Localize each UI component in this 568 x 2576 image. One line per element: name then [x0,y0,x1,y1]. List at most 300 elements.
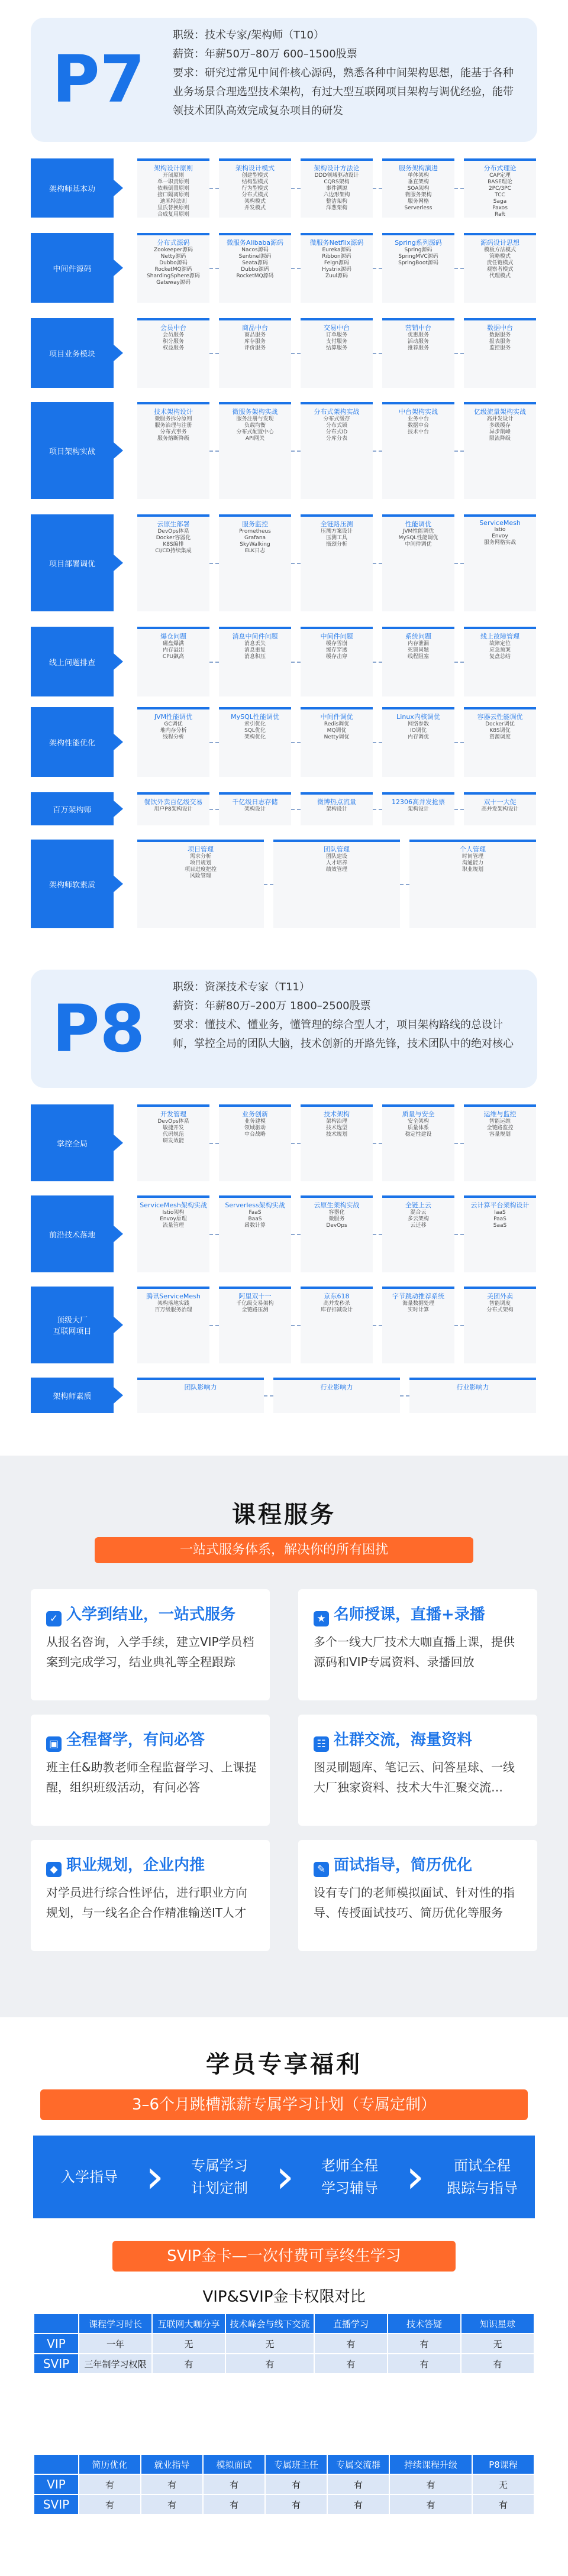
topic-item: 积分服务 [162,339,184,345]
topic-item: 代理模式 [489,273,511,279]
table-header: 直播学习 [314,2313,388,2334]
topic-card [301,233,373,303]
topic-item: 观察者模式 [486,267,514,273]
topic-title: 全链上云 [405,1201,431,1209]
table-row-header: SVIP [34,2494,79,2515]
connector-line [291,188,301,189]
table-header: 简历优化 [79,2454,141,2474]
topic-item: Eureka源码 [322,247,351,253]
row-label: 项目架构实战 [31,402,114,499]
topic-item: SpringMVC源码 [398,254,438,260]
table-header [34,2454,79,2474]
connector-line [454,563,464,564]
topic-item: SOA架构 [407,186,430,192]
topic-title: 消息中间件问题 [232,633,278,640]
topic-card [464,792,536,825]
topic-item: 索引优化 [244,721,266,727]
roadmap-row [31,233,537,303]
topic-item: 中间件调优 [405,542,432,547]
topic-item: 架构设计 [407,806,429,812]
topic-item: RocketMQ源码 [154,267,192,273]
topic-card [137,318,209,388]
connector-line [373,809,382,810]
topic-card [219,402,291,499]
connector-line [373,1325,382,1326]
connector-line [400,1395,409,1396]
topic-item: 容量规划 [489,1132,511,1138]
topic-item: 模板方法模式 [483,247,516,253]
topic-card [219,627,291,696]
service-title [314,1602,485,1626]
topic-title: 微服务Netflix源码 [309,239,364,247]
topic-item: 迪米特法则 [160,199,187,205]
connector-line [291,451,301,452]
topic-card [137,627,209,696]
table-cell: 有 [472,2494,534,2515]
service-card [298,1840,537,1951]
service-description: 图灵刷题库、笔记云、问答星球、一线大厂独家资料、技术大牛汇聚交流… [314,1760,515,1794]
topic-item: 内存泄漏 [407,641,429,647]
topic-item: 推荐服务 [407,345,429,351]
table-cell: 有 [152,2354,225,2374]
topic-item: 结构型模式 [241,179,269,185]
topic-item: Docker容器化 [156,535,191,541]
topic-title: 中间件调优 [320,713,353,721]
topic-card [219,1287,291,1363]
topic-item: Sentinel源码 [238,254,272,260]
topic-item: Nacos源码 [241,247,269,253]
topic-item: 服务治理与注册 [154,423,192,429]
topic-card [219,1104,291,1181]
topic-card [382,627,454,696]
connector-line [209,742,219,743]
p7-card [31,18,537,142]
topic-item: 用户P8架构设计 [154,806,193,812]
shield-icon: ✓ [46,1611,62,1626]
topic-item: 架构设计 [244,806,266,812]
service-title [46,1728,205,1752]
step-interview: 面试全程 跟踪与指导 [447,2157,518,2196]
topic-title: 源码设计思想 [480,239,519,247]
topic-title: Spring系列源码 [395,239,442,247]
topic-title: 交易中台 [324,324,350,332]
topic-item: 服务网格实战 [483,540,516,546]
topic-card [137,1195,209,1272]
topic-item: SQL优化 [244,728,266,734]
connector-line [264,884,273,885]
p8-info [173,978,519,1054]
connector-line [209,563,219,564]
table-cell: 有 [79,2494,141,2515]
topic-card [137,840,264,928]
connector-line [373,742,382,743]
table-cell: 无 [472,2474,534,2494]
service-title [46,1853,205,1877]
topic-card [219,158,291,218]
connector-line [373,563,382,564]
topic-item: 分布式事务 [160,429,187,435]
topic-item: Envoy原理 [160,1216,187,1222]
topic-title: 项目管理 [188,845,214,853]
topic-card [219,318,291,388]
benefits-subtitle: 3–6个月跳槽涨薪专属学习计划（专属定制） [40,2089,528,2120]
topic-item: Paxos [492,205,508,211]
topic-item: 库存服务 [244,339,266,345]
roadmap-row [31,158,537,218]
table-row [34,2354,534,2374]
topic-item: MQ调优 [327,728,347,734]
topic-title: 服务监控 [242,520,268,528]
topic-item: Raft [494,212,506,218]
table-cell: 有 [461,2354,534,2374]
connector-line [373,1234,382,1235]
topic-item: 开闭原则 [162,173,184,179]
table-header: 专属交流群 [327,2454,389,2474]
topic-card [464,402,536,499]
topic-title: Serverless架构实战 [225,1201,285,1209]
topic-item: 缓存穿透 [325,647,347,653]
table-row-header: VIP [34,2334,79,2354]
topic-item: 多云架构 [407,1216,429,1222]
table-header: 技术峰会与线下交流 [225,2313,314,2334]
topic-card [382,318,454,388]
topic-item: 限流降级 [489,436,511,442]
connector-line [209,188,219,189]
service-title-text: 面试指导，简历优化 [334,1856,473,1874]
topic-card [137,1287,209,1363]
connector-line [291,662,301,663]
topic-item: 云迁移 [410,1223,427,1229]
service-card [31,1840,270,1951]
topic-item: 业务建模 [244,1119,266,1125]
topic-item: 2PC/3PC [489,186,511,192]
interview-icon: ✎ [314,1862,329,1877]
topic-item: 商品服务 [244,332,266,338]
topic-card [137,233,209,303]
topic-item: 死锁问题 [407,647,429,653]
topic-item: 创建型模式 [241,173,269,179]
topic-item: 库存扣减设计 [320,1307,353,1313]
topic-item: 结算服务 [325,345,347,351]
topic-item: Dubbo源码 [159,260,188,266]
topic-card [382,402,454,499]
service-title-text: 社群交流，海量资料 [334,1731,473,1749]
table-cell: 有 [203,2474,265,2494]
topic-item: 架构治理 [325,1119,347,1125]
topic-item: 微服务 [328,1216,345,1222]
topic-item: 时间管理 [462,854,483,860]
topic-title: 字节跳动推荐系统 [392,1292,444,1300]
table-cell: 有 [327,2474,389,2494]
row-label: 顶级大厂 互联网项目 [31,1287,114,1363]
topic-item: 复盘总结 [489,654,511,660]
topic-item: API网关 [245,436,265,442]
row-label: 架构师素质 [31,1378,114,1413]
topic-item: 海量数据处理 [402,1301,434,1307]
topic-item: Istio [494,527,506,533]
topic-item: Prometheus [239,529,271,534]
roadmap-row [31,1195,537,1272]
topic-item: Dubbo源码 [241,267,269,273]
topic-item: DevOps体系 [157,529,189,534]
topic-item: 资源调度 [489,734,511,740]
topic-item: 混合云 [410,1210,427,1216]
topic-item: 微服务架构 [405,192,432,198]
topic-item: K8S编排 [163,542,184,547]
topic-item: 安全架构 [407,1119,429,1125]
topic-item: 代码规范 [162,1132,184,1138]
step-plan: 专属学习 计划定制 [191,2157,248,2196]
topic-card [219,792,291,825]
topic-item: 服务熔断降级 [157,436,189,442]
community-icon: ☷ [314,1736,329,1752]
topic-title: 线上故障管理 [480,633,519,640]
roadmap-row [31,402,537,499]
svip-comparison-table-2 [33,2454,535,2515]
service-card [31,1715,270,1826]
topic-item: Grafana [244,535,266,541]
table-cell: 有 [314,2334,388,2354]
topic-item: CQRS架构 [324,179,350,185]
service-title-text: 全程督学，有问必答 [66,1731,205,1749]
topic-item: 订单服务 [325,332,347,338]
topic-card [464,1195,536,1272]
connector-line [209,662,219,663]
topic-item: 线程阻塞 [407,654,429,660]
topic-item: 并发模式 [244,205,266,211]
table-cell: 一年 [79,2334,152,2354]
topic-item: Saga [493,199,507,205]
table-cell: 有 [388,2354,461,2374]
service-card [31,1589,270,1700]
topic-item: 消息重复 [244,647,266,653]
topic-title: 架构设计方法论 [314,164,360,172]
topic-card [301,707,373,777]
topic-item: 高并发设计 [486,416,514,422]
topic-item: 里氏替换原则 [157,205,189,211]
topic-item: ELK日志 [244,548,266,554]
topic-item: 活动服务 [407,339,429,345]
topic-item: 流量管理 [162,1223,184,1229]
chevron-right-icon: › [276,2150,295,2204]
topic-item: 数据中台 [407,423,429,429]
topic-card [301,627,373,696]
topic-item: JVM性能调优 [402,529,434,534]
topic-item: 缓存击穿 [325,654,347,660]
connector-line [209,451,219,452]
topic-item: 项目规划 [189,860,211,866]
topic-card [464,318,536,388]
topic-title: 系统问题 [405,633,431,640]
table-cell: 有 [225,2354,314,2374]
table-header: 就业指导 [141,2454,203,2474]
service-description: 班主任&助教老师全程监督学习、上课提醒，组织班级活动，有问必答 [46,1760,257,1794]
topic-title: 中间件问题 [320,633,353,640]
topic-item: 业务中台 [407,416,429,422]
connector-line [400,884,409,885]
topic-item: Redis调优 [324,721,350,727]
topic-item: BASE理论 [488,179,512,185]
services-subtitle: 一站式服务体系，解决你的所有困扰 [95,1537,473,1563]
topic-item: 数据服务 [489,332,511,338]
topic-title: ServiceMesh [479,519,521,527]
topic-item: 职业规划 [462,867,483,873]
topic-item: 稳定性建设 [405,1132,432,1138]
topic-item: 百万级服务治理 [154,1307,192,1313]
topic-item: 中台战略 [244,1132,266,1138]
chevron-right-icon: › [406,2150,425,2204]
topic-card [409,1378,536,1413]
connector-line [209,268,219,269]
service-description: 从报名咨询，入学手续，建立VIP学员档案到完成学习，结业典礼等全程跟踪 [46,1635,254,1669]
topic-item: FaaS [248,1210,262,1216]
topic-item: 需求分析 [189,854,211,860]
table-row-header: VIP [34,2474,79,2494]
topic-item: 微服务拆分原则 [154,416,192,422]
topic-item: 单体架构 [407,173,429,179]
table-row-header: SVIP [34,2354,79,2374]
service-title-text: 职业规划，企业内推 [66,1856,205,1874]
topic-card [301,1287,373,1363]
table-header: 专属班主任 [265,2454,327,2474]
table-header: P8课程 [472,2454,534,2474]
topic-item: 项目进度把控 [184,867,217,873]
connector-line [454,809,464,810]
row-label: 项目业务模块 [31,318,114,388]
connector-line [291,1143,301,1144]
table-cell: 有 [388,2334,461,2354]
p7-role: 职级：技术专家/架构师（T10） [173,29,324,41]
topic-title: ServiceMesh架构实战 [140,1201,207,1209]
service-title-text: 入学到结业，一站式服务 [66,1606,236,1624]
table-cell: 有 [265,2474,327,2494]
roadmap-row [31,1287,537,1363]
topic-card [137,1378,264,1413]
topic-item: CI/CD持续集成 [155,548,192,554]
services-section [0,1456,568,2017]
service-description: 多个一线大厂技术大咖直播上课，提供源码和VIP专属资料、录播回放 [314,1635,515,1669]
topic-card [301,1104,373,1181]
topic-item: 架构优化 [244,734,266,740]
topic-item: 风险管理 [189,873,211,879]
topic-item: TCC [495,192,505,198]
roadmap-row [31,1378,537,1413]
topic-item: Netty源码 [160,254,186,260]
topic-card [464,233,536,303]
topic-item: 领域驱动 [244,1125,266,1131]
topic-title: 爆仓问题 [160,633,186,640]
topic-item: DevOps体系 [157,1119,189,1125]
connector-line [291,809,301,810]
topic-title: 运维与监控 [483,1110,517,1118]
row-label: 架构师基本功 [31,158,114,218]
topic-item: 分布式ID [325,429,348,435]
arrow-right-icon [114,442,123,459]
topic-item: 团队建设 [325,854,347,860]
topic-card [382,1287,454,1363]
service-title [314,1853,472,1877]
p8-card [31,970,537,1088]
connector-line [454,662,464,663]
table-header: 技术答疑 [388,2313,461,2334]
connector-line [454,1325,464,1326]
topic-item: 容器化 [328,1210,345,1216]
topic-item: 故障定位 [489,641,511,647]
topic-title: 性能调优 [405,520,431,528]
topic-item: 技术规划 [325,1132,347,1138]
topic-item: 内存溢出 [162,647,184,653]
p7-salary: 薪资：年薪50万–80万 600–1500股票 [173,48,357,60]
topic-item: Seata源码 [242,260,268,266]
arrow-right-icon [114,1317,123,1333]
topic-card [464,1287,536,1363]
topic-item: SpringBoot源码 [398,260,438,266]
monitor-icon: ▣ [46,1736,62,1752]
topic-card [382,1104,454,1181]
service-title-text: 名师授课，直播+录播 [334,1606,485,1624]
topic-title: 技术架构 [324,1110,350,1118]
connector-line [454,188,464,189]
p8-badge: P8 [52,991,146,1067]
arrow-right-icon [114,1226,123,1242]
topic-title: 双十一大促 [483,798,517,806]
topic-item: 高并发架构设计 [481,806,519,812]
topic-item: 评价服务 [244,345,266,351]
arrow-right-icon [114,180,123,196]
topic-item: RocketMQ源码 [236,273,274,279]
step-tutoring: 老师全程 学习辅导 [321,2157,378,2196]
svip-banner: SVIP金卡—一次付费可享终生学习 [112,2241,456,2272]
topic-card [137,792,209,825]
arrow-right-icon [114,1387,123,1404]
topic-item: 函数计算 [244,1223,266,1229]
roadmap-row [31,318,537,388]
topic-item: 分布式架构 [486,1307,514,1313]
topic-card [382,233,454,303]
topic-item: 整洁架构 [325,199,347,205]
topic-item: 高并发秒杀 [323,1301,350,1307]
topic-title: 技术架构设计 [154,408,193,416]
topic-title: 业务创新 [242,1110,268,1118]
topic-item: 垂直架构 [407,179,429,185]
table-cell: 有 [327,2494,389,2515]
connector-line [373,353,382,354]
svip-table-title: VIP&SVIP金卡权限对比 [202,2288,366,2306]
chevron-right-icon: › [146,2150,164,2204]
topic-item: 会员服务 [162,332,184,338]
topic-card [464,514,536,611]
topic-item: 敏捷开发 [162,1125,184,1131]
topic-item: Feign源码 [324,260,350,266]
topic-item: 磁盘爆满 [162,641,184,647]
table-header [34,2313,79,2334]
topic-item: PaaS [493,1216,506,1222]
topic-title: 行业影响力 [320,1383,353,1391]
topic-item: 智能调度 [489,1301,511,1307]
row-label: 线上问题排查 [31,627,114,696]
topic-title: 微服务架构实战 [232,408,278,416]
topic-title: 美团外卖 [487,1292,513,1300]
service-title [46,1602,235,1626]
topic-item: 绩效管理 [325,867,347,873]
connector-line [454,1143,464,1144]
topic-item: Zuul源码 [325,273,348,279]
connector-line [209,1234,219,1235]
teacher-icon: ★ [314,1611,329,1626]
topic-item: 质量体系 [407,1125,429,1131]
topic-item: Hystrix源码 [322,267,351,273]
arrow-right-icon [114,345,123,361]
